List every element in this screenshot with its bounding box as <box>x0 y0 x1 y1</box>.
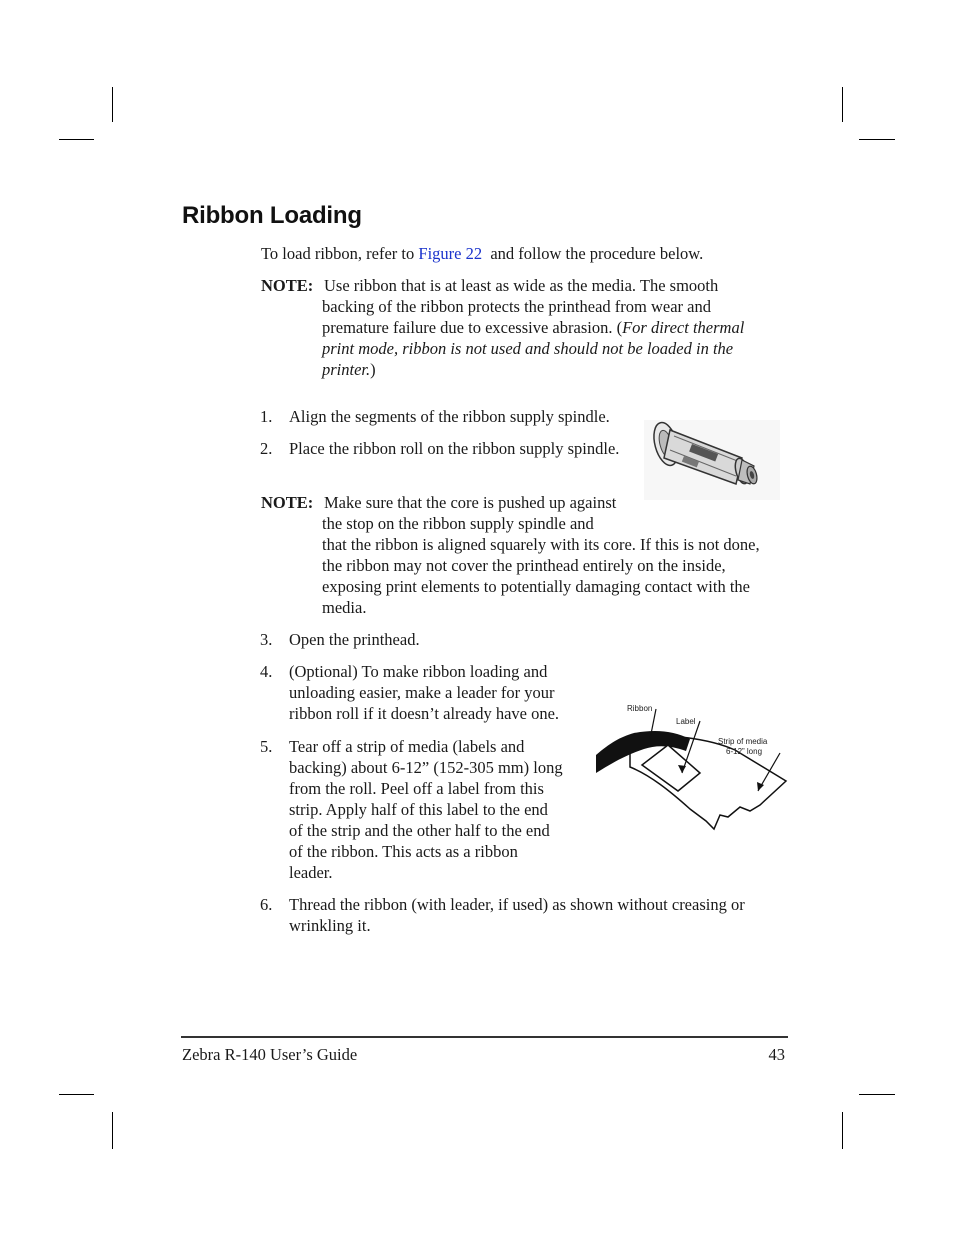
crop-mark <box>112 1112 113 1149</box>
step-line: Thread the ribbon (with leader, if used) as shown without creasing or <box>289 895 745 914</box>
note-text: Use ribbon that is at least as wide as the media. The smooth <box>324 276 719 295</box>
crop-mark <box>859 1094 895 1095</box>
figure-22-link[interactable]: Figure 22 <box>418 244 483 263</box>
step-number: 5. <box>260 737 273 756</box>
note-text: media. <box>322 598 367 617</box>
step-number: 6. <box>260 895 273 914</box>
crop-mark <box>59 139 94 140</box>
note-text: the stop on the ribbon supply spindle and <box>322 514 594 533</box>
note-block <box>261 275 791 380</box>
ribbon-callout: Ribbon <box>627 704 653 713</box>
note-label: NOTE: <box>261 276 314 295</box>
crop-mark <box>859 139 895 140</box>
page-title: Ribbon Loading <box>182 202 362 229</box>
intro-text-before: To load ribbon, refer to <box>261 244 415 263</box>
step-line: unloading easier, make a leader for your <box>289 683 555 702</box>
intro-text-after: and follow the procedure below. <box>490 244 704 263</box>
step-number: 3. <box>260 630 273 649</box>
footer-rule <box>181 1036 788 1038</box>
step-text: Open the printhead. <box>289 630 420 649</box>
note-italic-text: printer. <box>322 360 371 379</box>
step-number: 4. <box>260 662 273 681</box>
step-line: backing) about 6-12” (152-305 mm) long <box>289 758 563 777</box>
step-number: 2. <box>260 439 273 458</box>
step-line: wrinkling it. <box>289 916 371 935</box>
crop-mark <box>59 1094 94 1095</box>
step-text <box>289 894 745 936</box>
note-label: NOTE: <box>261 493 314 512</box>
note-text: premature failure due to excessive abrasion. ( <box>322 318 623 337</box>
step-line: leader. <box>289 863 333 882</box>
note-text: exposing print elements to potentially damaging contact with the <box>322 577 750 596</box>
note-text: ) <box>370 360 376 379</box>
step-number: 1. <box>260 407 273 426</box>
ribbon-supply-spindle-image <box>644 420 780 500</box>
step-line: ribbon roll if it doesn’t already have one. <box>289 704 560 723</box>
page-number: 43 <box>768 1045 785 1064</box>
intro-paragraph <box>261 243 703 264</box>
ribbon-leader-diagram <box>590 695 790 835</box>
note-text: that the ribbon is aligned squarely with its core. If this is not done, <box>322 535 760 554</box>
crop-mark <box>842 1112 843 1149</box>
note-text: backing of the ribbon protects the printhead from wear and <box>322 297 711 316</box>
step-text <box>289 736 563 883</box>
step-line: from the roll. Peel off a label from this <box>289 779 544 798</box>
step-line: Tear off a strip of media (labels and <box>289 737 525 756</box>
note-block <box>261 492 791 618</box>
note-text: Make sure that the core is pushed up against <box>324 493 617 512</box>
note-text: the ribbon may not cover the printhead entirely on the inside, <box>322 556 726 575</box>
label-callout: Label <box>676 717 696 726</box>
step-text: Align the segments of the ribbon supply spindle. <box>289 407 610 426</box>
strip-callout-line2: 6-12” long <box>726 747 763 756</box>
crop-mark <box>112 87 113 122</box>
step-line: (Optional) To make ribbon loading and <box>289 662 548 681</box>
step-line: of the strip and the other half to the end <box>289 821 550 840</box>
note-italic-text: print mode, ribbon is not used and should not be loaded in the <box>322 339 734 358</box>
step-line: strip. Apply half of this label to the end <box>289 800 548 819</box>
step-text <box>289 661 559 724</box>
footer-guide-title: Zebra R-140 User’s Guide <box>182 1045 358 1064</box>
strip-callout-line1: Strip of media <box>718 737 768 746</box>
note-italic-text: For direct thermal <box>622 318 745 337</box>
step-text: Place the ribbon roll on the ribbon supply spindle. <box>289 439 620 458</box>
crop-mark <box>842 87 843 122</box>
step-line: of the ribbon. This acts as a ribbon <box>289 842 518 861</box>
